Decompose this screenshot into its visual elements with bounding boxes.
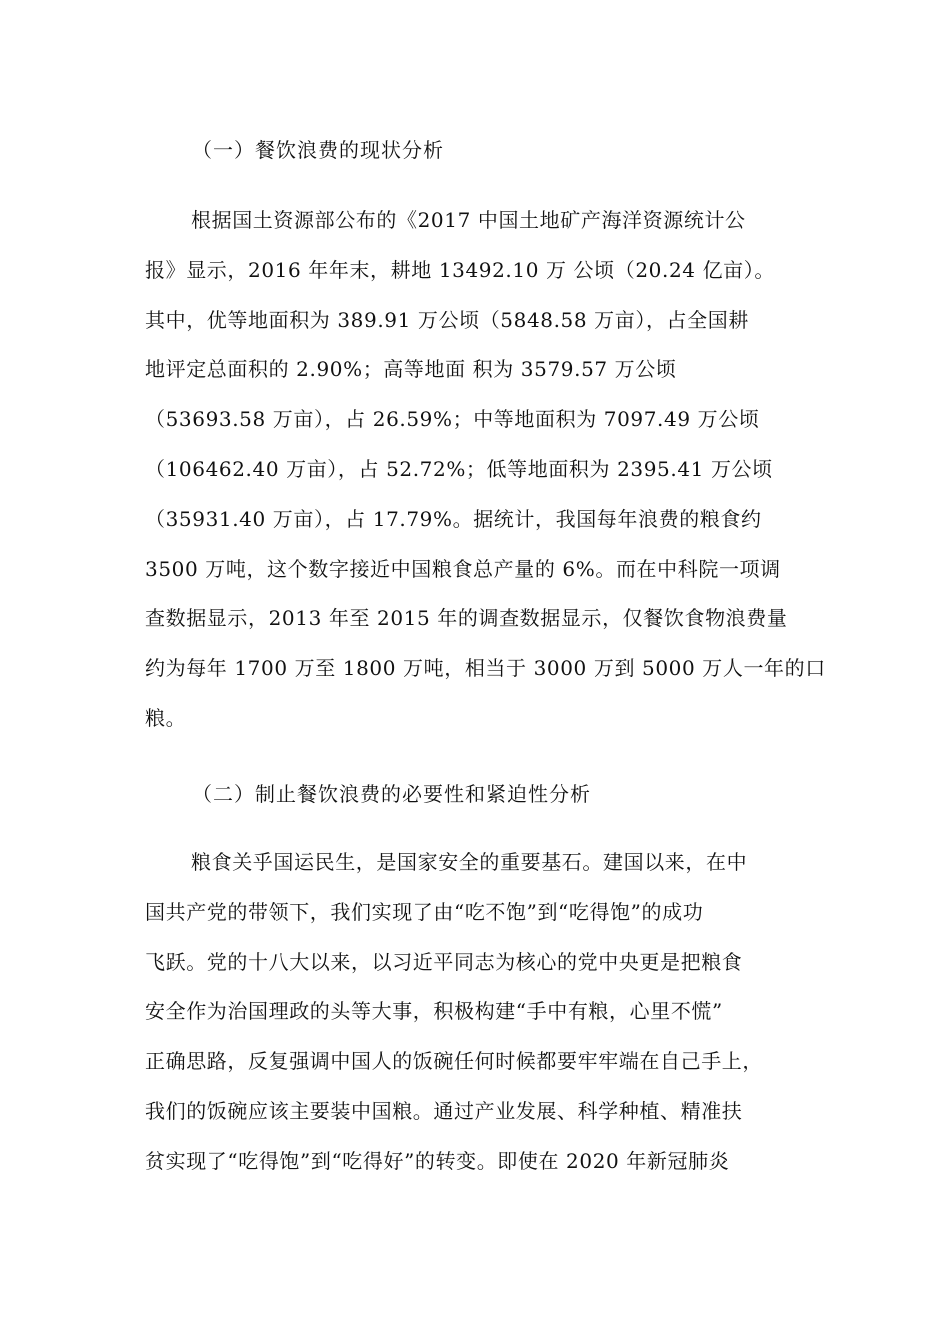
paragraph-line: 报》显示，2016 年年末，耕地 13492.10 万 公顷（20.24 亿亩）。 (145, 257, 775, 282)
paragraph-line: 根据国土资源部公布的《2017 中国土地矿产海洋资源统计公 (191, 208, 746, 232)
paragraph-line: 3500 万吨，这个数字接近中国粮食总产量的 6%。而在中科院一项调 (145, 556, 781, 581)
section1-paragraph (145, 196, 826, 744)
paragraph-line: 正确思路，反复强调中国人的饭碗任何时候都要牢牢端在自己手上， (145, 1049, 763, 1074)
section2-paragraph (145, 838, 805, 1187)
paragraph-line: 地评定总面积的 2.90%；高等地面 积为 3579.57 万公顷 (145, 357, 677, 382)
paragraph-line: （53693.58 万亩），占 26.59%；中等地面积为 7097.49 万公顷 (145, 407, 760, 432)
section1-heading: （一）餐饮浪费的现状分析 (192, 138, 444, 162)
paragraph-line: 粮。 (145, 705, 187, 730)
paragraph-line: 飞跃。党的十八大以来，以习近平同志为核心的党中央更是把粮食 (145, 949, 743, 974)
paragraph-line: 其中，优等地面积为 389.91 万公顷（5848.58 万亩），占全国耕 (145, 307, 749, 332)
paragraph-line: 安全作为治国理政的头等大事，积极构建“手中有粮，心里不慌” (145, 999, 723, 1024)
paragraph-line: 我们的饭碗应该主要装中国粮。通过产业发展、科学种植、精准扶 (145, 1098, 743, 1123)
section2-heading: （二）制止餐饮浪费的必要性和紧迫性分析 (192, 782, 591, 806)
paragraph-line: 贫实现了“吃得饱”到“吃得好”的转变。即使在 2020 年新冠肺炎 (145, 1148, 730, 1173)
paragraph-line: 国共产党的带领下，我们实现了由“吃不饱”到“吃得饱”的成功 (145, 899, 704, 924)
paragraph-line: 约为每年 1700 万至 1800 万吨，相当于 3000 万到 5000 万人一年的口 (145, 656, 826, 681)
paragraph-line: （35931.40 万亩），占 17.79%。据统计，我国每年浪费的粮食约 (145, 506, 762, 531)
paragraph-line: （106462.40 万亩），占 52.72%；低等地面积为 2395.41 万公顷 (145, 456, 773, 481)
paragraph-line: 粮食关乎国运民生，是国家安全的重要基石。建国以来，在中 (191, 850, 748, 874)
paragraph-line: 查数据显示，2013 年至 2015 年的调查数据显示，仅餐饮食物浪费量 (145, 606, 788, 631)
